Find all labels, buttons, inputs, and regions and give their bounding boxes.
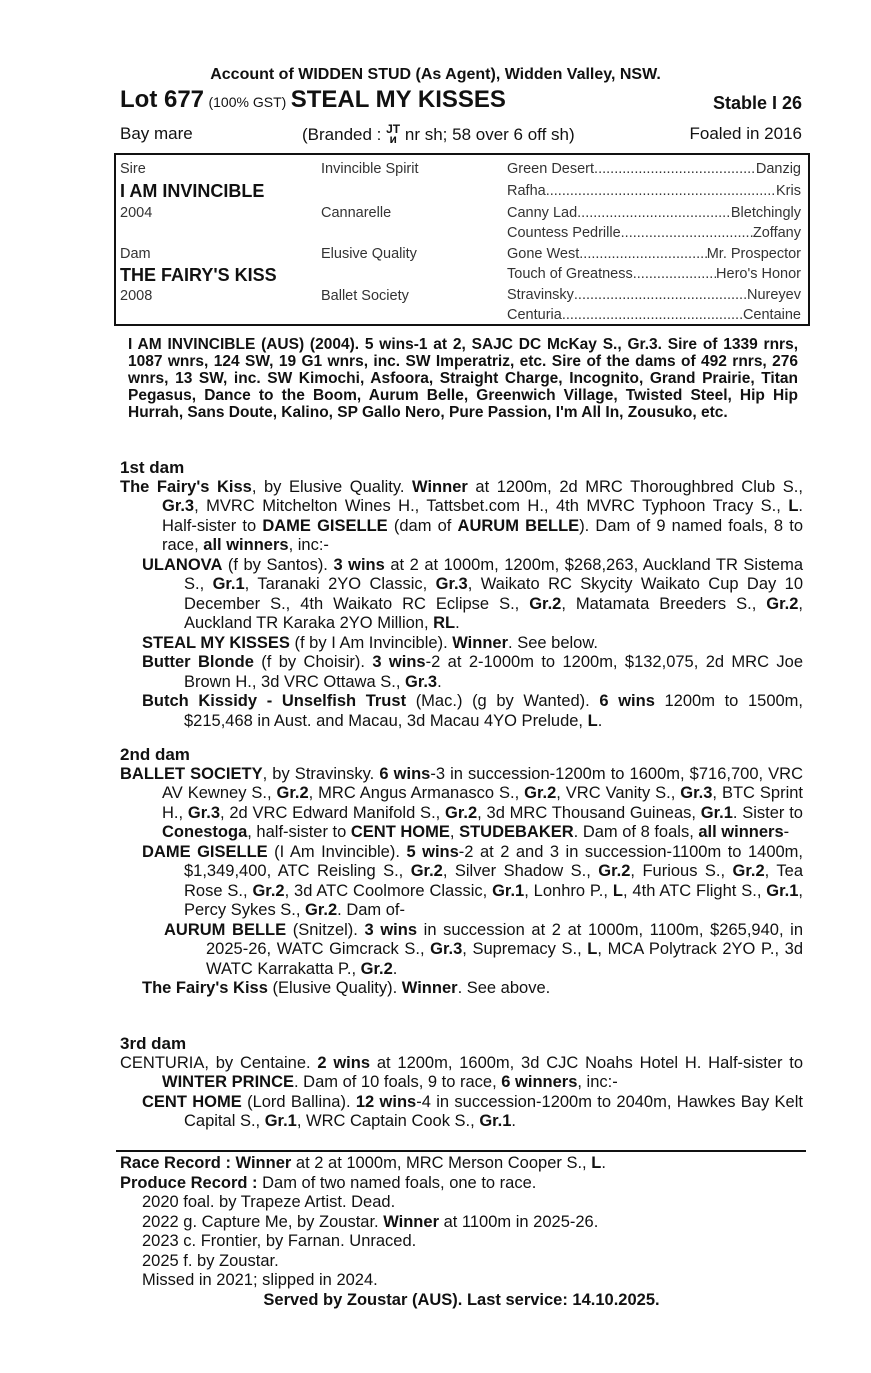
progeny-entry: Butch Kissidy - Unselfish Trust (Mac.) (g by Wanted). 6 wins 1200m to 1500m, $215,468 in Aust. and Macau, 3d Macau 4YO Prelude, L. bbox=[142, 692, 804, 730]
sire-name: I AM INVINCIBLE bbox=[120, 181, 265, 201]
dam-dam: Ballet Society bbox=[321, 288, 409, 304]
lot-line bbox=[120, 86, 802, 118]
records-section bbox=[120, 1154, 803, 1310]
third-dam-heading: 3rd dam bbox=[120, 1034, 187, 1053]
grand-progeny-entry: AURUM BELLE (Snitzel). 3 wins in succession at 2 at 1000m, 1100m, $265,940, in 2025-26, WATC Gimcrack S., Gr.3, Supremacy S., L, MCA Polytrack 2YO P., 3d WATC Karrakatta P., Gr.2. bbox=[164, 920, 804, 978]
progeny-entry: ULANOVA (f by Santos). 3 wins at 2 at 1000m, 1200m, $268,263, Auckland TR Sistema S., Gr.1, Taranaki 2YO Classic, Gr.3, Waikato RC Skycity Waikato Cup Day 10 December S., 4th Waikato RC Eclipse S., Gr.2, Matamata Breeders S., Gr.2, Auckland TR Karaka 2YO Million, RL. bbox=[142, 555, 804, 632]
produce-item: 2023 c. Frontier, by Farnan. Unraced. bbox=[142, 1232, 417, 1250]
first-dam-heading: 1st dam bbox=[120, 458, 185, 477]
lot-number: Lot 677 bbox=[120, 86, 205, 113]
gen3-row: Touch of Greatness ..... Hero's Honor bbox=[507, 266, 801, 282]
second-dam-heading: 2nd dam bbox=[120, 745, 190, 764]
gen3-row: Canny Lad ..... Bletchingly bbox=[507, 205, 801, 221]
sire-summary: I AM INVINCIBLE (AUS) (2004). 5 wins-1 at 2, SAJC DC McKay S., Gr.3. Sire of 1339 rnrs, 1087 wnrs, 124 SW, 19 G1 wnrs, inc. SW Imperatriz, etc. Sire of the dams of 492 rnrs, 276 wnrs, 13 SW, inc. SW Kimochi, Asfoora, Straight Charge, Incognito, Grand Prairie, Titan Pegasus, Dance to the Boom, Aurum Belle, Greenwich Village, Twisted Steel, Hip Hip Hurrah, Sans Doute, Kalino, SP Gallo Nero, Pure Passion, I'm All In, Zousuko, etc. bbox=[128, 336, 798, 421]
dam-label: Dam bbox=[120, 246, 151, 262]
second-dam-entry: BALLET SOCIETY, by Stravinsky. 6 wins-3 in succession-1200m to 1600m, $716,700, VRC AV Kewney S., Gr.2, MRC Angus Armanasco S., Gr.2, VRC Vanity S., Gr.3, BTC Sprint H., Gr.3, 2d VRC Edward Manifold S., Gr.2, 3d MRC Thousand Guineas, Gr.1. Sister to Conestoga, half-sister to CENT HOME, STUDEBAKER. Dam of 8 foals, all winners- bbox=[120, 764, 804, 841]
horse-name: STEAL MY KISSES bbox=[290, 86, 506, 113]
produce-item: Missed in 2021; slipped in 2024. bbox=[142, 1271, 378, 1289]
account-line: Account of WIDDEN STUD (As Agent), Widden Valley, NSW. bbox=[210, 66, 661, 83]
gen3-row: Stravinsky ..... Nureyev bbox=[507, 287, 801, 303]
progeny-entry: Butter Blonde (f by Choisir). 3 wins-2 at 2-1000m to 1200m, $132,075, 2d MRC Joe Brown H., 3d VRC Ottawa S., Gr.3. bbox=[142, 653, 803, 691]
sire-sire: Invincible Spirit bbox=[321, 161, 419, 177]
brand-mark-icon: JT ᴎ bbox=[386, 122, 401, 146]
gen3-row: Green Desert ..... Danzig bbox=[507, 161, 801, 177]
gen3-row: Centuria ..... Centaine bbox=[507, 307, 801, 323]
gen3-row: Gone West ..... Mr. Prospector bbox=[507, 246, 801, 262]
progeny-entry: DAME GISELLE (I Am Invincible). 5 wins-2 at 2 and 3 in succession-1100m to 1400m, $1,349,400, ATC Reisling S., Gr.2, Silver Shadow S., Gr.2, Furious S., Gr.2, Tea Rose S., Gr.2, 3d ATC Coolmore Classic, Gr.1, Lonhro P., L, 4th ATC Flight S., Gr.1, Percy Sykes S., Gr.2. Dam of- bbox=[142, 842, 804, 919]
gst-note: (100% GST) bbox=[208, 94, 287, 110]
third-dam-entry: CENTURIA, by Centaine. 2 wins at 1200m, 1600m, 3d CJC Noahs Hotel H. Half-sister to WINTER PRINCE. Dam of 10 foals, 9 to race, 6 winners, inc:- bbox=[120, 1053, 804, 1091]
produce-record: Produce Record : Dam of two named foals, one to race. bbox=[120, 1173, 537, 1192]
pedigree-table bbox=[114, 153, 810, 326]
sire-label: Sire bbox=[120, 161, 146, 177]
section-divider bbox=[116, 1150, 806, 1152]
progeny-entry: CENT HOME (Lord Ballina). 12 wins-4 in succession-1200m to 2040m, Hawkes Bay Kelt Capital S., Gr.1, WRC Captain Cook S., Gr.1. bbox=[142, 1092, 803, 1130]
sex-colour: Bay mare bbox=[120, 124, 193, 143]
produce-item: 2025 f. by Zoustar. bbox=[142, 1251, 279, 1270]
progeny-entry: STEAL MY KISSES (f by I Am Invincible). Winner. See below. bbox=[142, 633, 598, 652]
stable-number: Stable I 26 bbox=[712, 93, 802, 113]
brand-prefix: (Branded : bbox=[302, 125, 382, 144]
third-dam-section bbox=[120, 1034, 803, 1132]
dam-year: 2008 bbox=[120, 288, 153, 304]
description-line bbox=[120, 124, 802, 144]
dam-sire: Elusive Quality bbox=[321, 246, 417, 262]
served-note: Served by Zoustar (AUS). Last service: 14.10.2025. bbox=[263, 1290, 660, 1309]
second-dam-section bbox=[120, 745, 803, 999]
race-record: Race Record : Winner at 2 at 1000m, MRC Merson Cooper S., L. bbox=[120, 1154, 606, 1172]
first-dam-section bbox=[120, 458, 803, 731]
brand-suffix: nr sh; 58 over 6 off sh) bbox=[404, 125, 575, 144]
brand-description bbox=[302, 124, 575, 145]
first-dam-entry: The Fairy's Kiss, by Elusive Quality. Winner at 1200m, 2d MRC Thoroughbred Club S., Gr.3, MVRC Mitchelton Wines H., Tattsbet.com H., 4th MVRC Typhoon Tracy S., L. Half-sister to DAME GISELLE (dam of AURUM BELLE). Dam of 9 named foals, 8 to race, all winners, inc:- bbox=[120, 477, 803, 554]
foaled-year: Foaled in 2016 bbox=[689, 124, 802, 143]
gen3-row: Countess Pedrille ..... Zoffany bbox=[507, 225, 801, 241]
produce-item: 2022 g. Capture Me, by Zoustar. Winner at 1100m in 2025-26. bbox=[142, 1212, 599, 1231]
sire-dam: Cannarelle bbox=[321, 205, 392, 221]
produce-item: 2020 foal. by Trapeze Artist. Dead. bbox=[142, 1193, 396, 1211]
dam-name: THE FAIRY'S KISS bbox=[120, 265, 277, 285]
gen3-row: Rafha ..... Kris bbox=[507, 183, 801, 199]
progeny-entry: The Fairy's Kiss (Elusive Quality). Winner. See above. bbox=[142, 979, 551, 997]
sire-year: 2004 bbox=[120, 205, 153, 221]
